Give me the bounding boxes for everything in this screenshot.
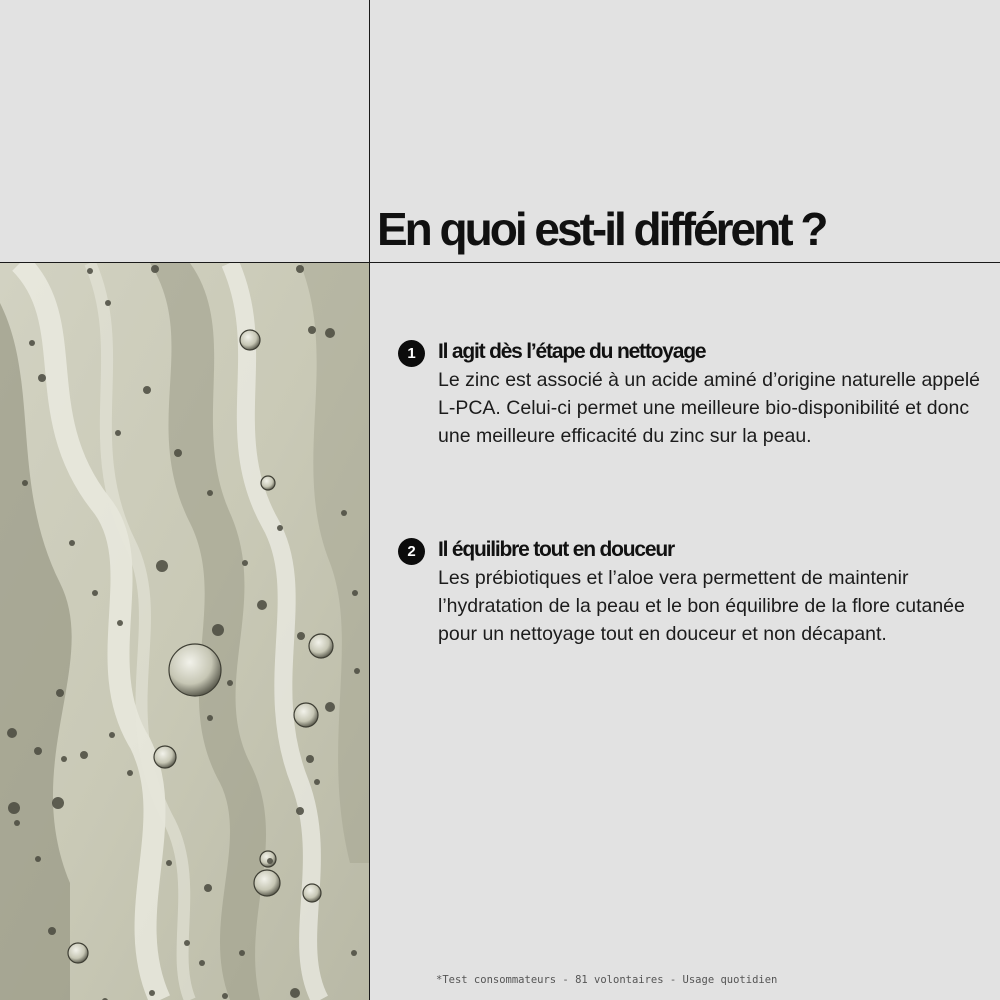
number-badge: 2 bbox=[398, 538, 425, 565]
feature-title: Il agit dès l’étape du nettoyage bbox=[438, 340, 706, 363]
page-title: En quoi est-il différent ? bbox=[377, 203, 826, 255]
feature-description: Le zinc est associé à un acide aminé d’origine naturelle appelé L-PCA. Celui-ci permet une meilleure bio-disponibilité et donc une meilleure efficacité du zinc sur la peau. bbox=[438, 369, 981, 447]
gel-texture-image bbox=[0, 263, 369, 1000]
number-badge: 1 bbox=[398, 340, 425, 367]
feature-description: Les prébiotiques et l’aloe vera permettent de maintenir l’hydratation de la peau et le bon équilibre de la flore cutanée pour un nettoyage tout en douceur et non décapant. bbox=[438, 567, 965, 645]
footnote: *Test consommateurs - 81 volontaires - Usage quotidien bbox=[436, 974, 778, 986]
vertical-divider bbox=[369, 0, 370, 1000]
feature-title: Il équilibre tout en douceur bbox=[438, 538, 674, 561]
